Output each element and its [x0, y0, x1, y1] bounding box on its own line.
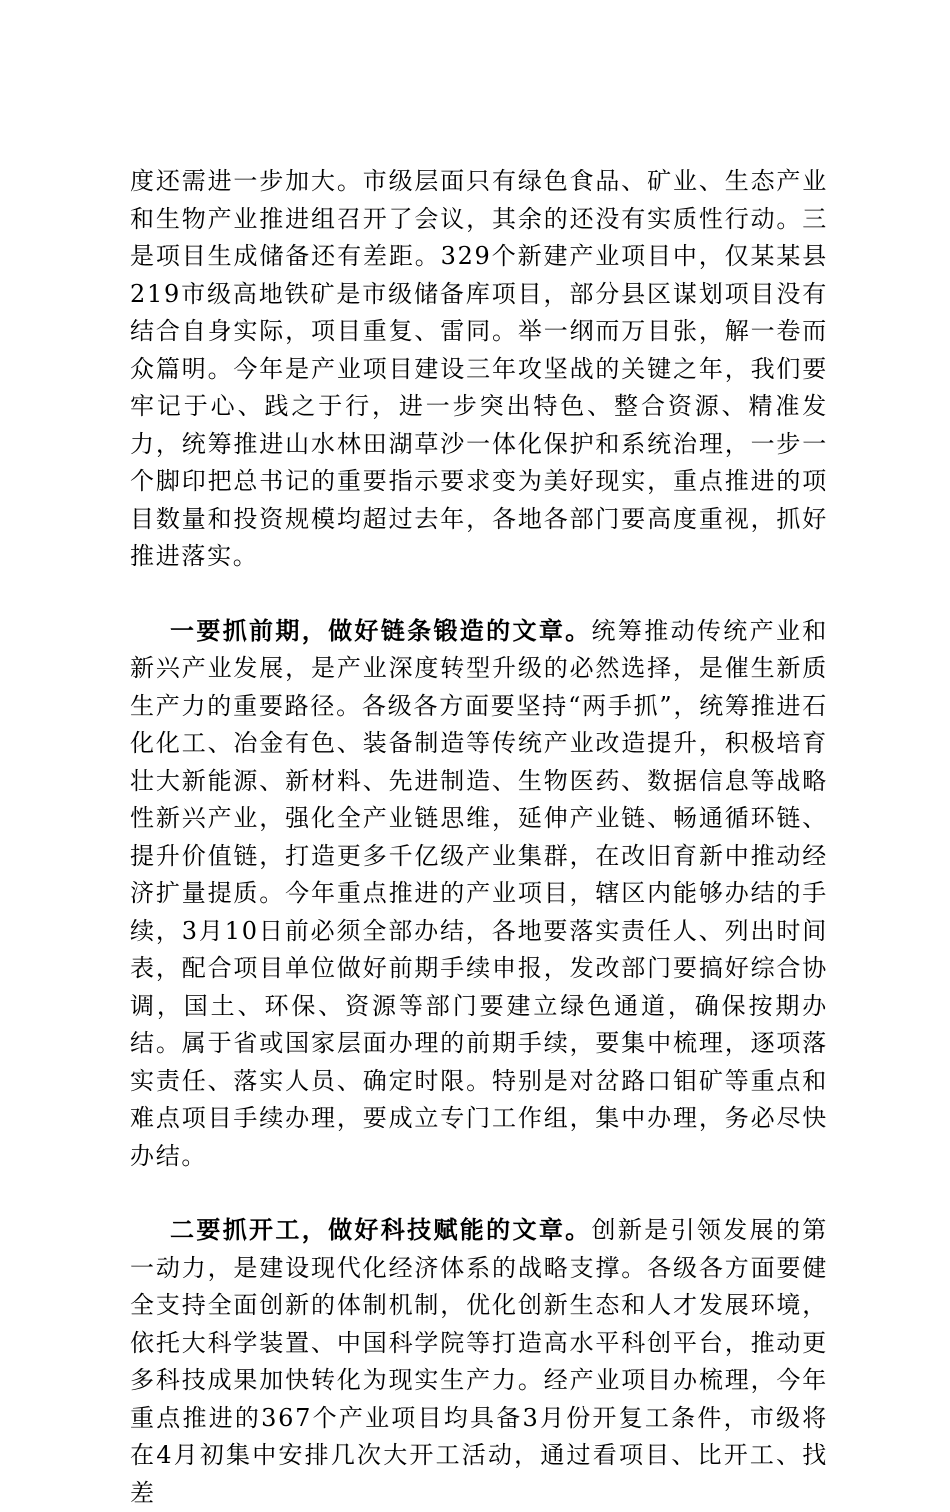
paragraph-2-text: 统筹推动传统产业和新兴产业发展，是产业深度转型升级的必然选择，是催生新质生产力的重要路径。各级各方面要坚持“两手抓”，统筹推进石化化工、冶金有色、装备制造等传统产业改造提升，积极培育壮大新能源、新材料、先进制造、生物医药、数据信息等战略性新兴产业，强化全产业链思维，延伸产业链、畅通循环链、提升价值链，打造更多千亿级产业集群，在改旧育新中推动经济扩量提质。今年重点推进的产业项目，辖区内能够办结的手续，3月10日前必须全部办结，各地要落实责任人、列出时间表，配合项目单位做好前期手续申报，发改部门要搞好综合协调，国土、环保、资源等部门要建立绿色通道，确保按期办结。属于省或国家层面办理的前期手续，要集中梳理，逐项落实责任、落实人员、确定时限。特别是对岔路口钼矿等重点和难点项目手续办理，要成立专门工作组，集中办理，务必尽快办结。: [130, 616, 828, 1170]
document-page: [130, 163, 828, 1512]
paragraph-1: [130, 163, 828, 576]
paragraph-3-heading: 二要抓开工，做好科技赋能的文章。: [170, 1215, 592, 1244]
paragraph-2-heading: 一要抓前期，做好链条锻造的文章。: [170, 615, 592, 645]
paragraph-2: [130, 612, 828, 1176]
paragraph-1-text: 度还需进一步加大。市级层面只有绿色食品、矿业、生态产业和生物产业推进组召开了会议，其余的还没有实质性行动。三是项目生成储备还有差距。329个新建产业项目中，仅某某县219市级高地铁矿是市级储备库项目，部分县区谋划项目没有结合自身实际，项目重复、雷同。举一纲而万目张，解一卷而众篇明。今年是产业项目建设三年攻坚战的关键之年，我们要牢记于心、践之于行，进一步突出特色、整合资源、精准发力，统筹推进山水林田湖草沙一体化保护和系统治理，一步一个脚印把总书记的重要指示要求变为美好现实，重点推进的项目数量和投资规模均超过去年，各地各部门要高度重视，抓好推进落实。: [130, 167, 828, 570]
paragraph-3-text: 创新是引领发展的第一动力，是建设现代化经济体系的战略支撑。各级各方面要健全支持全面创新的体制机制，优化创新生态和人才发展环境，依托大科学装置、中国科学院等打造高水平科创平台，推动更多科技成果加快转化为现实生产力。经产业项目办梳理，今年重点推进的367个产业项目均具备3月份开复工条件，市级将在4月初集中安排几次大开工活动，通过看项目、比开工、找差: [130, 1216, 828, 1507]
paragraph-3: [130, 1211, 828, 1512]
